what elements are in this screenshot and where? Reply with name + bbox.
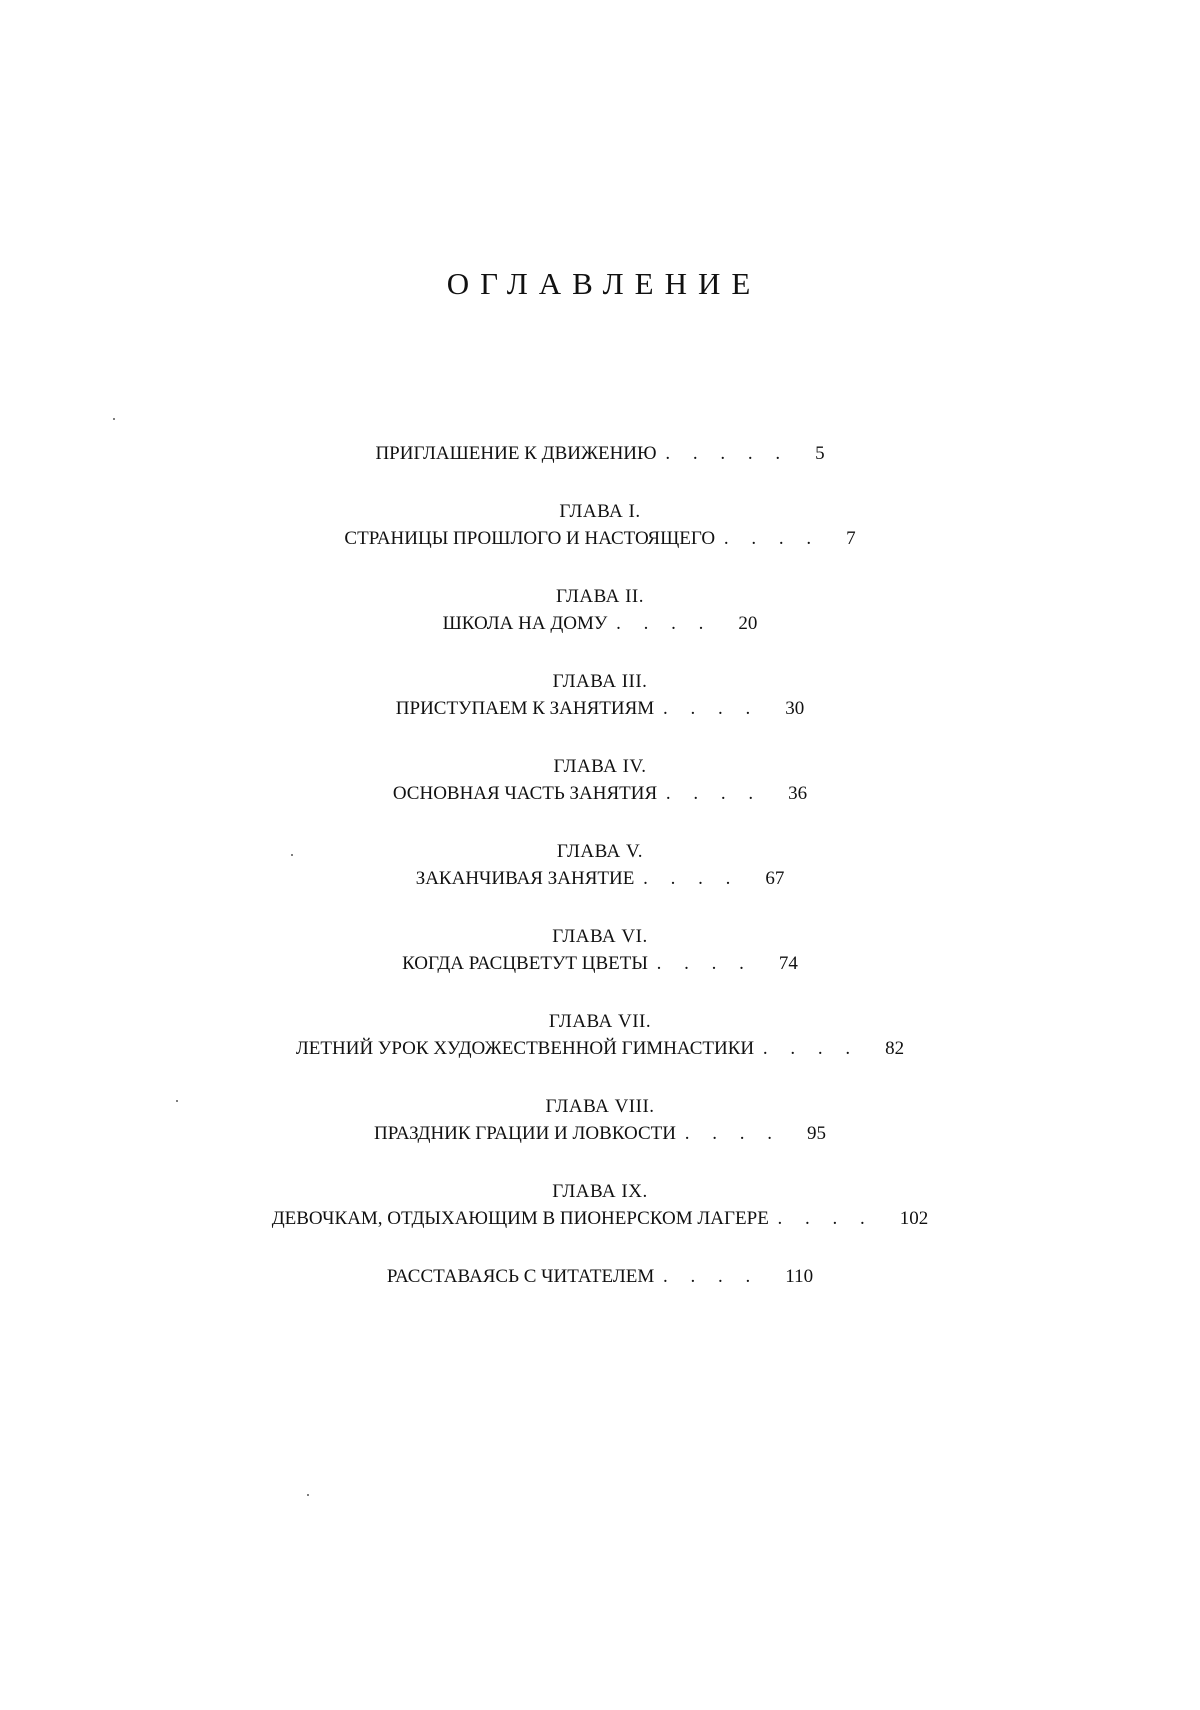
toc-chapter-label: ГЛАВА IV. [553, 756, 647, 777]
toc-entry-line [387, 1263, 813, 1290]
toc-entry-page: 30 [785, 698, 805, 719]
toc-entry-leader: . . . . [663, 1266, 760, 1287]
toc-entry-page: 110 [785, 1266, 814, 1287]
toc-chapter-label: ГЛАВА V. [556, 841, 644, 862]
toc-entry [0, 1178, 1200, 1232]
toc-entry-leader: . . . . [643, 868, 740, 889]
toc-entry-leader: . . . . [662, 698, 760, 719]
toc-entry-page: 95 [806, 1123, 826, 1144]
toc-entry-page: 102 [899, 1208, 929, 1229]
scan-speck [176, 1100, 178, 1102]
toc-entry-leader: . . . . [665, 783, 763, 804]
toc-entry-leader: . . . . [656, 953, 753, 974]
toc-entry-title: ПРИСТУПАЕМ К ЗАНЯТИЯМ [395, 698, 655, 719]
toc-entry-line [396, 695, 804, 722]
toc-entry [0, 668, 1200, 722]
toc-entry-title: ПРИГЛАШЕНИЕ К ДВИЖЕНИЮ [375, 443, 657, 464]
toc-entry-title: ШКОЛА НА ДОМУ [442, 613, 608, 634]
toc-entry-title: ДЕВОЧКАМ, ОТДЫХАЮЩИМ В ПИОНЕРСКОМ ЛАГЕРЕ [271, 1208, 769, 1229]
toc-entry-page: 74 [778, 953, 798, 974]
toc-chapter-label: ГЛАВА III. [552, 671, 648, 692]
toc-entry [0, 440, 1200, 467]
toc-entry-leader: . . . . [616, 613, 713, 634]
toc-entry-title: КОГДА РАСЦВЕТУТ ЦВЕТЫ [402, 953, 648, 974]
toc-entry-line [443, 610, 758, 637]
toc-entry-line [375, 440, 824, 467]
toc-entry [0, 923, 1200, 977]
toc-entry-line [374, 1120, 826, 1147]
toc-entry-page: 67 [765, 868, 785, 889]
toc-entry-leader: . . . . [684, 1123, 781, 1144]
toc-list [0, 440, 1200, 1290]
toc-entry-title: ЗАКАНЧИВАЯ ЗАНЯТИЕ [415, 868, 635, 889]
toc-entry-title: ЛЕТНИЙ УРОК ХУДОЖЕСТВЕННОЙ ГИМНАСТИКИ [295, 1038, 755, 1059]
toc-entry-page: 36 [788, 783, 808, 804]
toc-entry-leader: . . . . [723, 528, 821, 549]
toc-entry-title: РАССТАВАЯСЬ С ЧИТАТЕЛЕМ [386, 1266, 655, 1287]
toc-chapter-label: ГЛАВА IX. [552, 1181, 648, 1202]
toc-entry [0, 498, 1200, 552]
scan-speck [113, 418, 115, 420]
toc-entry-leader: . . . . [777, 1208, 874, 1229]
toc-entry-line [296, 1035, 904, 1062]
toc-chapter-label: ГЛАВА II. [555, 586, 644, 607]
toc-entry-line [393, 780, 807, 807]
page-title: ОГЛАВЛЕНИЕ [446, 266, 762, 301]
toc-entry [0, 838, 1200, 892]
toc-entry [0, 1263, 1200, 1290]
toc-entry-title: СТРАНИЦЫ ПРОШЛОГО И НАСТОЯЩЕГО [344, 528, 716, 549]
toc-entry-line [416, 865, 785, 892]
toc-entry [0, 583, 1200, 637]
toc-entry-page: 82 [885, 1038, 905, 1059]
toc-entry-title: ПРАЗДНИК ГРАЦИИ И ЛОВКОСТИ [374, 1123, 676, 1144]
toc-entry-line [272, 1205, 929, 1232]
toc-entry-title: ОСНОВНАЯ ЧАСТЬ ЗАНЯТИЯ [392, 783, 658, 804]
toc-entry [0, 753, 1200, 807]
toc-entry-line [344, 525, 855, 552]
toc-entry-leader: . . . . . [665, 443, 790, 464]
scan-speck [291, 854, 293, 856]
toc-entry-line [402, 950, 798, 977]
toc-entry-page: 20 [738, 613, 758, 634]
toc-entry-page: 5 [815, 443, 825, 464]
toc-chapter-label: ГЛАВА VI. [552, 926, 648, 947]
toc-entry [0, 1008, 1200, 1062]
toc-entry-page: 7 [846, 528, 856, 549]
toc-chapter-label: ГЛАВА I. [559, 501, 641, 522]
toc-chapter-label: ГЛАВА VII. [548, 1011, 652, 1032]
toc-entry [0, 1093, 1200, 1147]
scan-speck [307, 1494, 309, 1496]
toc-entry-leader: . . . . [762, 1038, 860, 1059]
toc-chapter-label: ГЛАВА VIII. [545, 1096, 655, 1117]
